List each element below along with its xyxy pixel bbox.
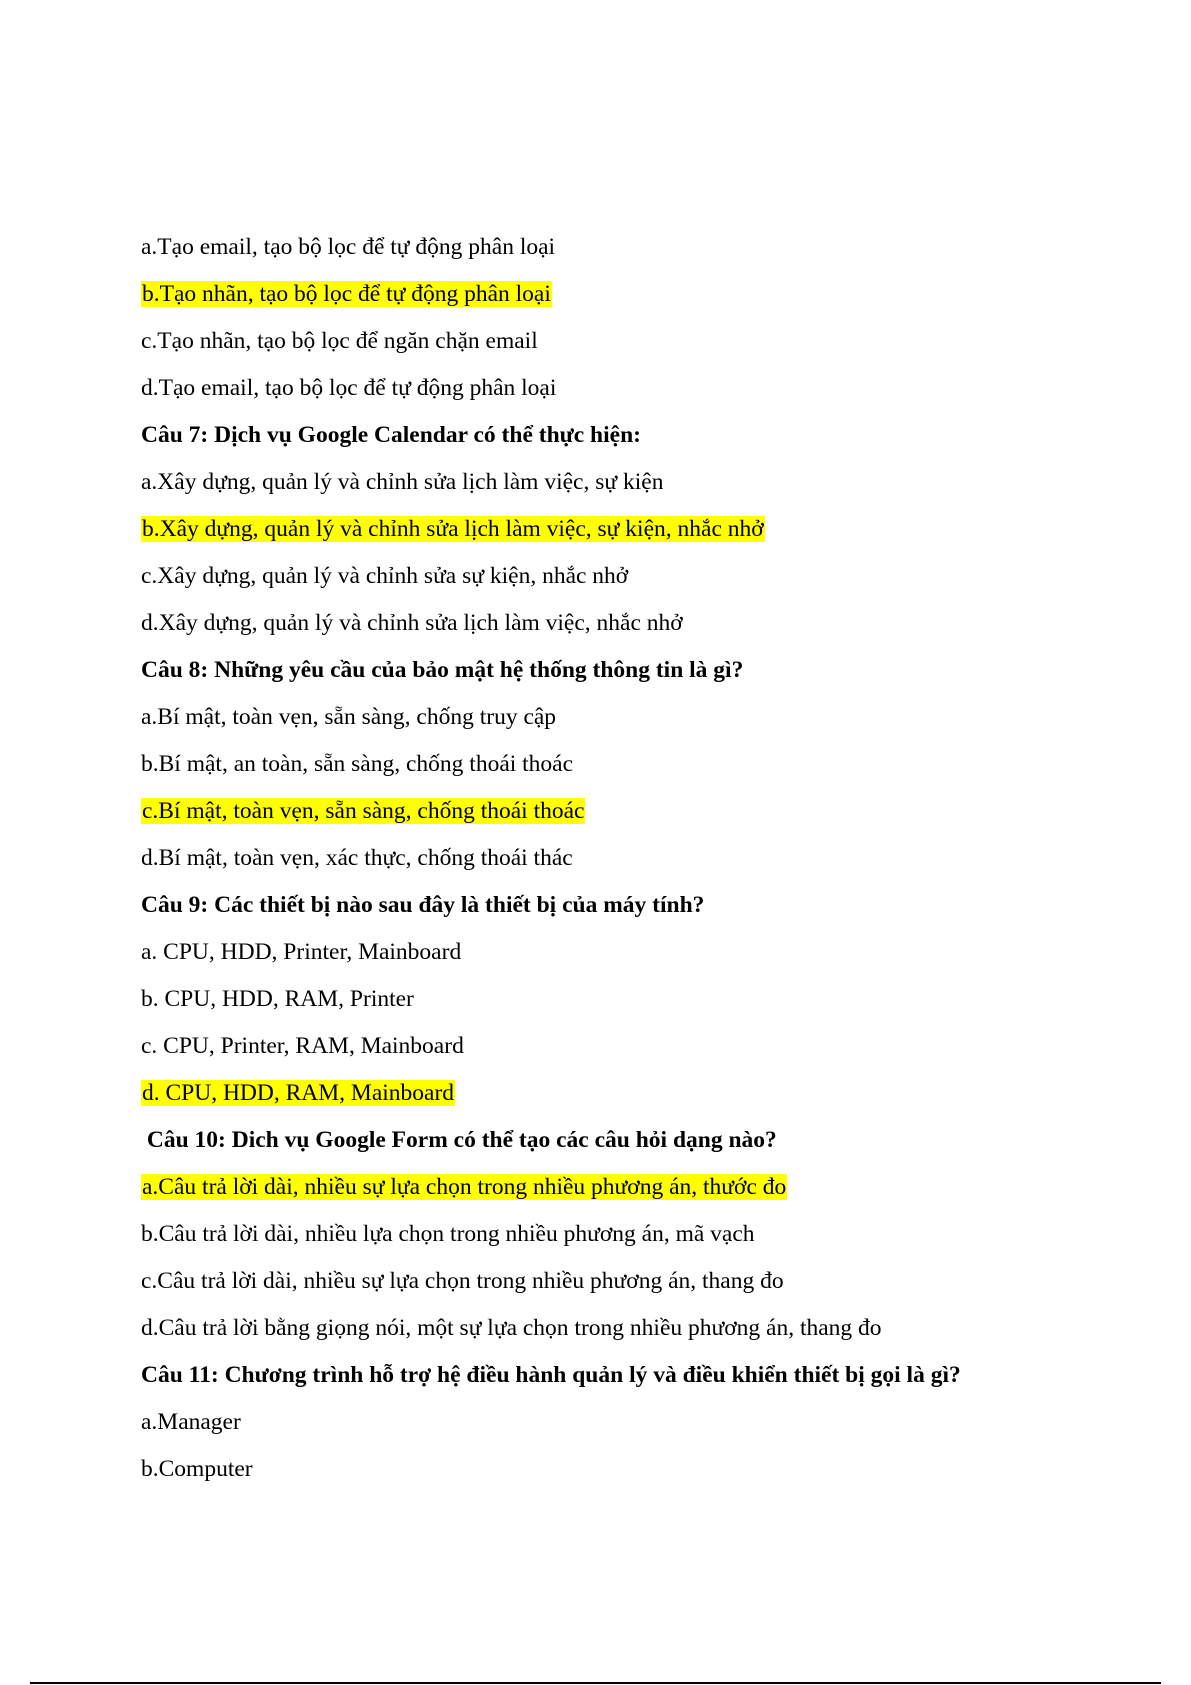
line-text: d.Bí mật, toàn vẹn, xác thực, chống thoái thác (141, 845, 573, 871)
line-text: c. CPU, Printer, RAM, Mainboard (141, 1033, 464, 1059)
answer-line (141, 373, 556, 403)
line-text: a.Tạo email, tạo bộ lọc để tự động phân loại (141, 234, 556, 260)
line-text: a.Câu trả lời dài, nhiều sự lựa chọn trong nhiều phương án, thước đo (142, 1174, 787, 1200)
answer-line (141, 1219, 755, 1249)
answer-line (141, 937, 461, 967)
answer-line (141, 1313, 882, 1343)
answer-line (141, 984, 414, 1014)
line-text: c.Bí mật, toàn vẹn, sẵn sàng, chống thoái thoác (142, 798, 585, 824)
answer-line (141, 1407, 241, 1437)
question-heading (141, 420, 641, 450)
page-bottom-rule (30, 1682, 1161, 1684)
answer-line (141, 561, 628, 591)
question-heading (141, 890, 704, 920)
answer-line (141, 608, 683, 638)
answer-line (141, 749, 573, 779)
answer-line (141, 232, 555, 262)
line-text: d.Câu trả lời bằng giọng nói, một sự lựa chọn trong nhiều phương án, thang đo (141, 1315, 882, 1341)
line-text: Câu 8: Những yêu cầu của bảo mật hệ thống thông tin là gì? (141, 657, 744, 683)
line-text: Câu 11: Chương trình hỗ trợ hệ điều hành quản lý và điều khiển thiết bị gọi là gì? (141, 1362, 961, 1388)
line-text: a.Manager (141, 1409, 241, 1435)
line-text: d.Xây dựng, quản lý và chỉnh sửa lịch làm việc, nhắc nhở (141, 610, 683, 636)
answer-line-highlighted (141, 514, 765, 544)
answer-line (141, 326, 538, 356)
answer-line (141, 1031, 464, 1061)
answer-line-highlighted (141, 1078, 455, 1108)
answer-line (141, 1266, 784, 1296)
question-heading (141, 1125, 777, 1155)
line-text: b.Câu trả lời dài, nhiều lựa chọn trong nhiều phương án, mã vạch (141, 1221, 755, 1247)
line-text: b.Computer (141, 1456, 253, 1482)
question-heading (141, 1360, 961, 1390)
line-text: Câu 10: Dich vụ Google Form có thể tạo các câu hỏi dạng nào? (141, 1127, 777, 1153)
answer-line (141, 702, 556, 732)
line-text: c.Xây dựng, quản lý và chỉnh sửa sự kiện, nhắc nhở (141, 563, 629, 589)
answer-line-highlighted (141, 1172, 787, 1202)
line-text: Câu 7: Dịch vụ Google Calendar có thể thực hiện: (141, 422, 641, 448)
answer-line (141, 843, 573, 873)
line-text: a.Bí mật, toàn vẹn, sẵn sàng, chống truy cập (141, 704, 557, 730)
line-text: b.Xây dựng, quản lý và chỉnh sửa lịch làm việc, sự kiện, nhắc nhở (142, 516, 764, 542)
question-heading (141, 655, 743, 685)
line-text: b. CPU, HDD, RAM, Printer (141, 986, 414, 1012)
line-text: d. CPU, HDD, RAM, Mainboard (142, 1080, 455, 1106)
answer-line-highlighted (141, 796, 585, 826)
answer-line-highlighted (141, 279, 552, 309)
line-text: c.Tạo nhãn, tạo bộ lọc để ngăn chặn email (141, 328, 538, 354)
line-text: a.Xây dựng, quản lý và chỉnh sửa lịch làm việc, sự kiện (141, 469, 664, 495)
line-text: a. CPU, HDD, Printer, Mainboard (141, 939, 462, 965)
answer-line (141, 467, 663, 497)
answer-line (141, 1454, 253, 1484)
line-text: Câu 9: Các thiết bị nào sau đây là thiết bị của máy tính? (141, 892, 705, 918)
line-text: b.Tạo nhãn, tạo bộ lọc để tự động phân loại (142, 281, 551, 307)
line-text: c.Câu trả lời dài, nhiều sự lựa chọn trong nhiều phương án, thang đo (141, 1268, 784, 1294)
line-text: d.Tạo email, tạo bộ lọc để tự động phân loại (141, 375, 557, 401)
line-text: b.Bí mật, an toàn, sẵn sàng, chống thoái thoác (141, 751, 574, 777)
